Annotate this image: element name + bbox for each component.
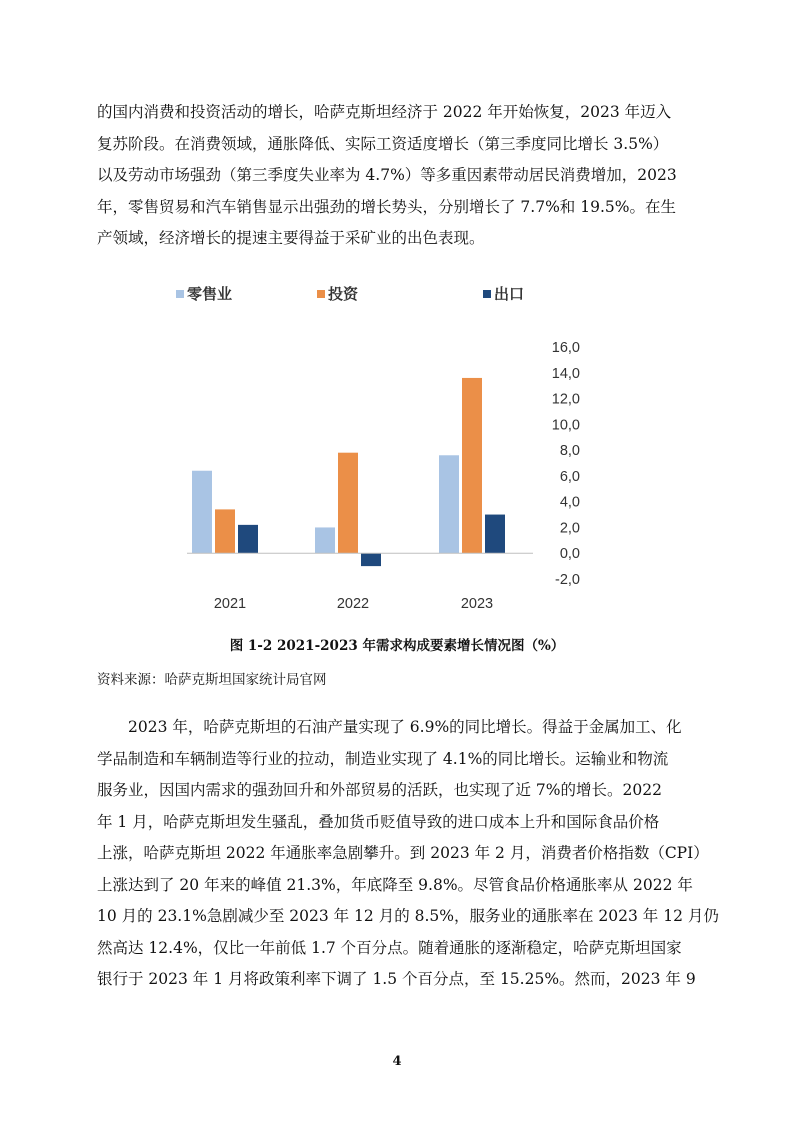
y-tick-label: 10,0: [551, 417, 580, 434]
bar-零售业-2021: [192, 471, 212, 553]
bar-投资-2022: [338, 453, 358, 554]
x-tick-label: 2023: [460, 596, 494, 612]
legend-swatch: [317, 290, 325, 298]
legend-label: 投资: [328, 286, 359, 303]
bar-出口-2021: [238, 525, 258, 553]
bar-零售业-2023: [439, 455, 459, 553]
figure-caption: 图 1-2 2021-2023 年需求构成要素增长情况图（%）: [229, 638, 565, 654]
text-line: 上涨达到了 20 年来的峰值 21.3%，年底降至 9.8%。尽管食品价格通胀率从 2022 年: [97, 875, 693, 894]
paragraph-1: [97, 97, 697, 255]
text-line: 上涨，哈萨克斯坦 2022 年通胀率急剧攀升。到 2023 年 2 月，消费者价格指数（CPI）: [97, 844, 709, 862]
chart-bars: [192, 378, 505, 566]
y-tick-label: 12,0: [551, 391, 580, 408]
text-line: 10 月的 23.1%急剧减少至 2023 年 12 月的 8.5%，服务业的通胀率在 2023 年 12 月仍: [97, 907, 719, 925]
y-tick-label: 4,0: [559, 494, 580, 511]
figure-source: 资料来源：哈萨克斯坦国家统计局官网: [97, 672, 327, 688]
legend-label: 零售业: [187, 286, 233, 303]
text-line: 然高达 12.4%，仅比一年前低 1.7 个百分点。随着通胀的逐渐稳定，哈萨克斯坦国家: [97, 938, 682, 957]
bar-投资-2023: [462, 378, 482, 553]
text-line: 年 1 月，哈萨克斯坦发生骚乱，叠加货币贬值导致的进口成本上升和国际食品价格: [97, 812, 660, 831]
legend-label: 出口: [494, 286, 525, 303]
x-tick-label: 2022: [336, 596, 370, 612]
text-line: 2023 年，哈萨克斯坦的石油产量实现了 6.9%的同比增长。得益于金属加工、化: [128, 718, 682, 736]
chart-legend: [176, 285, 524, 303]
y-tick-label: 0,0: [559, 546, 580, 563]
text-line: 的国内消费和投资活动的增长，哈萨克斯坦经济于 2022 年开始恢复，2023 年迈入: [97, 103, 672, 121]
y-tick-label: 14,0: [551, 365, 580, 382]
text-line: 复苏阶段。在消费领域，通胀降低、实际工资适度增长（第三季度同比增长 3.5%）: [97, 134, 669, 153]
text-line: 以及劳动市场强劲（第三季度失业率为 4.7%）等多重因素带动居民消费增加，2023: [97, 166, 677, 184]
page-number: 4: [392, 1054, 402, 1069]
bar-投资-2021: [215, 509, 235, 553]
bar-零售业-2022: [315, 527, 335, 553]
chart-svg: [150, 278, 610, 623]
paragraph-2: [97, 712, 719, 996]
demand-growth-chart: [150, 278, 610, 627]
y-tick-label: 2,0: [559, 520, 580, 537]
bar-出口-2022: [361, 553, 381, 566]
y-tick-label: -2,0: [555, 572, 580, 588]
y-tick-label: 8,0: [559, 443, 580, 460]
x-tick-label: 2021: [213, 596, 247, 612]
text-line: 银行于 2023 年 1 月将政策利率下调了 1.5 个百分点，至 15.25%。然而，2023 年 9: [97, 970, 696, 988]
y-tick-label: 16,0: [551, 340, 580, 356]
legend-swatch: [176, 290, 184, 298]
chart-axis: [187, 340, 580, 612]
text-line: 产领域，经济增长的提速主要得益于采矿业的出色表现。: [97, 229, 485, 247]
text-line: 学品制造和车辆制造等行业的拉动，制造业实现了 4.1%的同比增长。运输业和物流: [97, 749, 669, 768]
bar-出口-2023: [485, 515, 505, 554]
text-line: 服务业，因国内需求的强劲回升和外部贸易的活跃，也实现了近 7%的增长。2022: [97, 781, 662, 799]
text-line: 年，零售贸易和汽车销售显示出强劲的增长势头，分别增长了 7.7%和 19.5%。在生: [97, 197, 676, 216]
y-tick-label: 6,0: [559, 468, 580, 485]
legend-swatch: [483, 290, 491, 298]
